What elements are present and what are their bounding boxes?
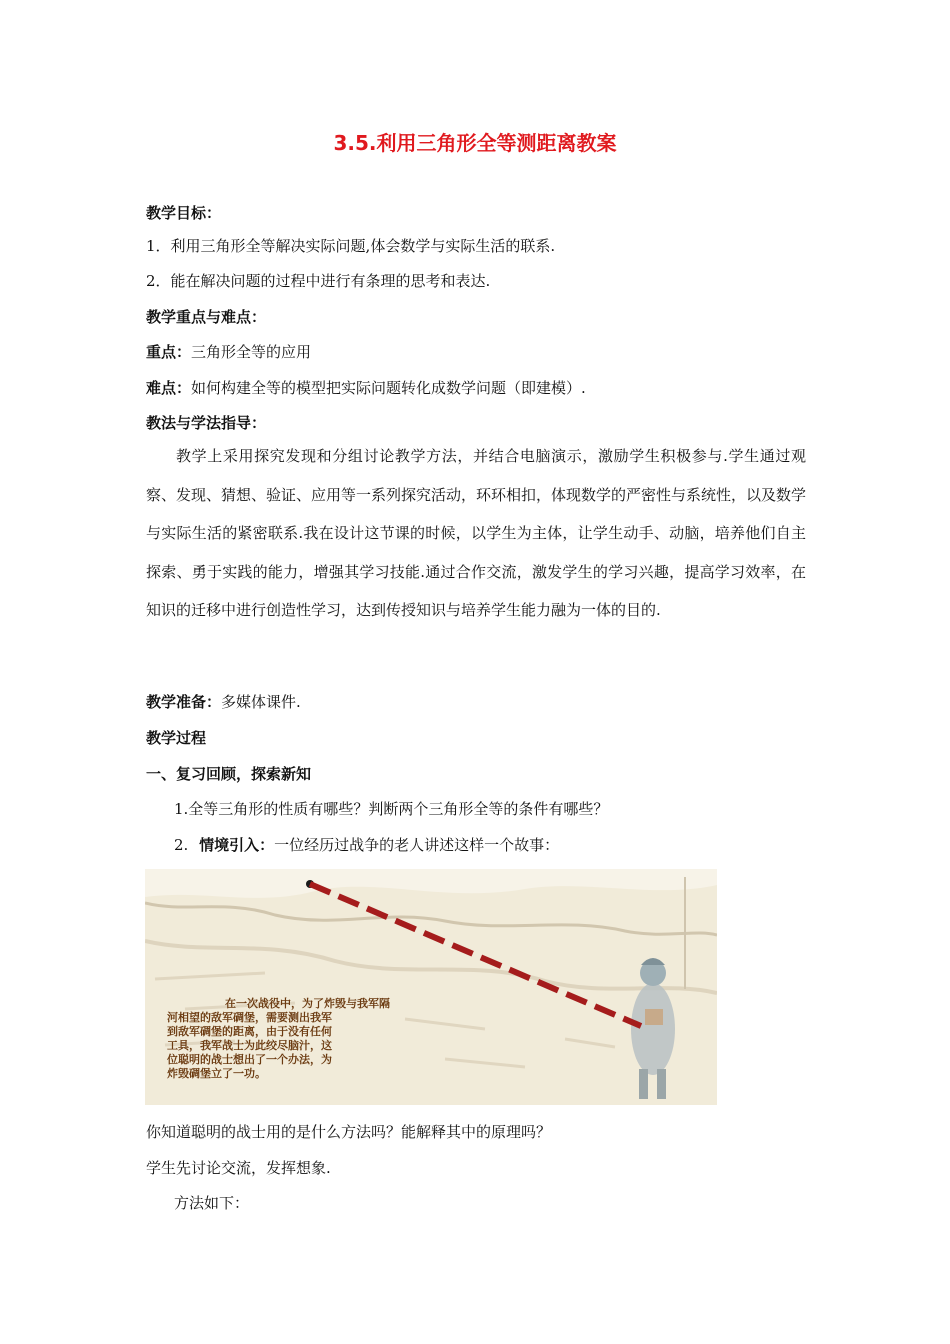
illustration-svg — [145, 869, 717, 1105]
key-label: 重点： — [146, 343, 192, 361]
goals-heading: 教学目标： — [146, 204, 222, 222]
story-illustration — [145, 869, 717, 1105]
caption-line-5: 位聪明的战士想出了一个办法，为 — [167, 1053, 332, 1066]
method-paragraph: 教学上采用探究发现和分组讨论教学方法，并结合电脑演示，激励学生积极参与.学生通过观察、发现、猜想、验证、应用等一系列探究活动，环环相扣，体现数学的严密性与系统性，以及数学与实际生活的紧密联系.我在设计这节课的时候，以学生为主体，让学生动手、动脑，培养他们自主探索、勇于实践的能力，增强其学习技能.通过合作交流，激发学生的学习兴趣，提高学习效率，在知识的迁移中进行创造性学习，达到传授知识与培养学生能力融为一体的目的. — [146, 447, 807, 620]
item-2-label: 情境引入： — [199, 836, 275, 854]
process-heading: 教学过程 — [146, 729, 207, 747]
focus-heading: 教学重点与难点： — [146, 308, 267, 326]
section-1-heading: 一、复习回顾，探索新知 — [146, 765, 312, 783]
soldier-body — [631, 983, 675, 1075]
caption-line-1: 在一次战役中，为了炸毁与我军隔 — [225, 997, 390, 1010]
item-1: 1.全等三角形的性质有哪些？判断两个三角形全等的条件有哪些？ — [174, 800, 609, 818]
page-title: 3.5.利用三角形全等测距离教案 — [333, 131, 617, 155]
caption-line-6: 炸毁碉堡立了一功。 — [167, 1067, 266, 1080]
preparation — [146, 692, 301, 712]
soldier-leg-right — [657, 1069, 666, 1099]
question: 你知道聪明的战士用的是什么方法吗？能解释其中的原理吗？ — [146, 1123, 552, 1141]
method-heading: 教法与学法指导： — [146, 414, 267, 432]
item-2-number: 2. — [174, 836, 189, 854]
caption-line-4: 工具，我军战士为此绞尽脑汁，这 — [167, 1039, 332, 1052]
prep-text: 多媒体课件. — [221, 693, 301, 711]
item-2 — [174, 835, 559, 855]
key-text: 三角形全等的应用 — [191, 343, 312, 361]
soldier-leg-left — [639, 1069, 648, 1099]
goal-2: 2．能在解决问题的过程中进行有条理的思考和表达. — [146, 272, 491, 290]
item-2-text: 一位经历过战争的老人讲述这样一个故事： — [274, 836, 560, 854]
difficulty-point — [146, 378, 586, 398]
difficulty-text: 如何构建全等的模型把实际问题转化成数学问题（即建模）. — [191, 379, 586, 397]
difficulty-label: 难点： — [146, 379, 192, 397]
method-intro: 方法如下： — [174, 1194, 250, 1212]
prep-label: 教学准备： — [146, 693, 222, 711]
caption-line-3: 到敌军碉堡的距离，由于没有任何 — [167, 1025, 332, 1038]
caption-line-2: 河相望的敌军碉堡，需要测出我军 — [167, 1011, 332, 1024]
discussion: 学生先讨论交流，发挥想象. — [146, 1159, 331, 1177]
key-point — [146, 342, 311, 362]
soldier-pack — [645, 1009, 663, 1025]
goal-1: 1．利用三角形全等解决实际问题,体会数学与实际生活的联系. — [146, 237, 556, 255]
